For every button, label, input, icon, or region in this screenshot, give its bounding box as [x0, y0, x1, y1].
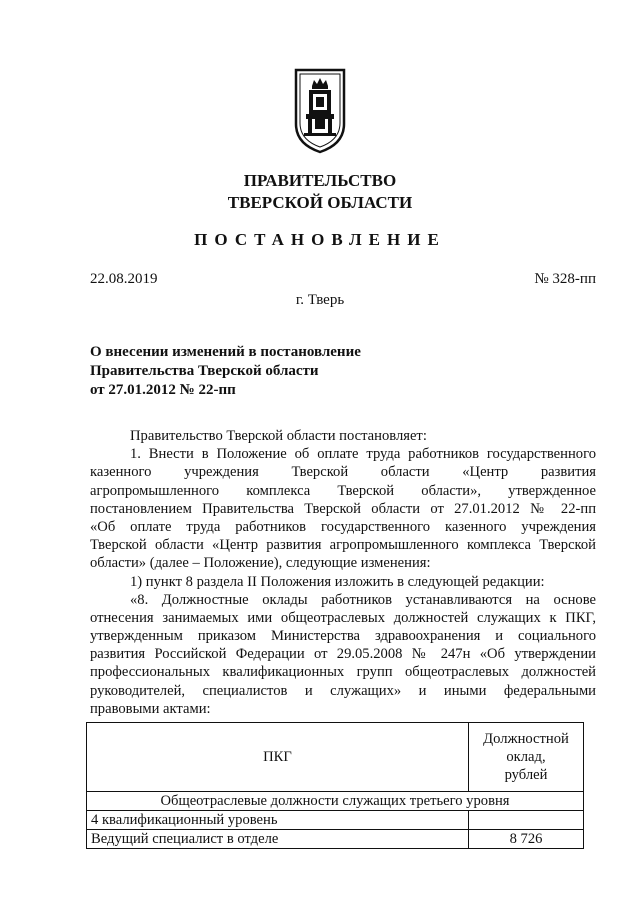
column-header-salary-line: рублей — [504, 767, 548, 783]
salary-table — [86, 722, 584, 849]
coat-of-arms-emblem — [292, 66, 348, 156]
subject-line: О внесении изменений в постановление — [90, 344, 361, 360]
body-line: развития Российской Федерации от 29.05.2008 № 247н «Об утверждении — [90, 646, 596, 663]
body-line: 1. Внести в Положение об оплате труда работников государственного — [130, 446, 596, 463]
body-line: Правительство Тверской области постановляет: — [130, 428, 427, 444]
document-date: 22.08.2019 — [90, 271, 158, 287]
table-row — [87, 811, 584, 830]
table-header-row — [87, 723, 584, 792]
document-type: ПОСТАНОВЛЕНИЕ — [194, 230, 446, 249]
organization-name-line2: ТВЕРСКОЙ ОБЛАСТИ — [227, 193, 413, 212]
column-header-salary-line: Должностной — [483, 731, 569, 747]
column-header-pkg: ПКГ — [87, 723, 469, 792]
body-line: утвержденным приказом Министерства здравоохранения и социального — [90, 628, 596, 645]
body-line: «8. Должностные оклады работников устанавливаются на основе — [130, 591, 596, 608]
body-line: профессиональных квалификационных групп общеотраслевых должностей — [90, 664, 596, 681]
position-name: Ведущий специалист в отделе — [87, 830, 469, 849]
organization-name-line1: ПРАВИТЕЛЬСТВО — [243, 171, 397, 190]
subject-line: от 27.01.2012 № 22-пп — [90, 382, 236, 398]
qualification-level: 4 квалификационный уровень — [87, 811, 469, 830]
table-row — [87, 830, 584, 849]
body-line: постановлением Правительства Тверской области от 27.01.2012 № 22-пп — [90, 500, 596, 517]
document-city: г. Тверь — [295, 292, 345, 308]
body-line: казенного учреждения Тверской области «Центр развития — [90, 464, 596, 481]
body-line: Тверской области «Центр развития агропромышленного комплекса Тверской — [90, 537, 596, 554]
body-line: руководителей, специалистов и служащих» и иными федеральными — [90, 682, 596, 699]
column-header-salary — [469, 723, 584, 792]
body-line: правовыми актами: — [90, 700, 211, 717]
body-line: области» (далее – Положение), следующие изменения: — [90, 555, 431, 572]
table-group-row — [87, 792, 584, 811]
body-line: отнесения занимаемых ими общеотраслевых должностей служащих к ПКГ, — [90, 609, 596, 626]
group-title: Общеотраслевые должности служащих третьего уровня — [87, 792, 584, 811]
column-header-salary-line: оклад, — [506, 749, 546, 765]
document-number: № 328-пп — [534, 271, 596, 287]
document-subject — [90, 343, 361, 400]
body-line: 1) пункт 8 раздела II Положения изложить в следующей редакции: — [130, 573, 545, 590]
subject-line: Правительства Тверской области — [90, 363, 319, 379]
empty-cell — [469, 811, 584, 830]
document-body — [90, 427, 596, 718]
salary-value: 8 726 — [469, 830, 584, 849]
body-line: агропромышленного комплекса Тверской области», утвержденное — [90, 482, 596, 499]
body-line: «Об оплате труда работников государственного казенного учреждения — [90, 518, 596, 535]
